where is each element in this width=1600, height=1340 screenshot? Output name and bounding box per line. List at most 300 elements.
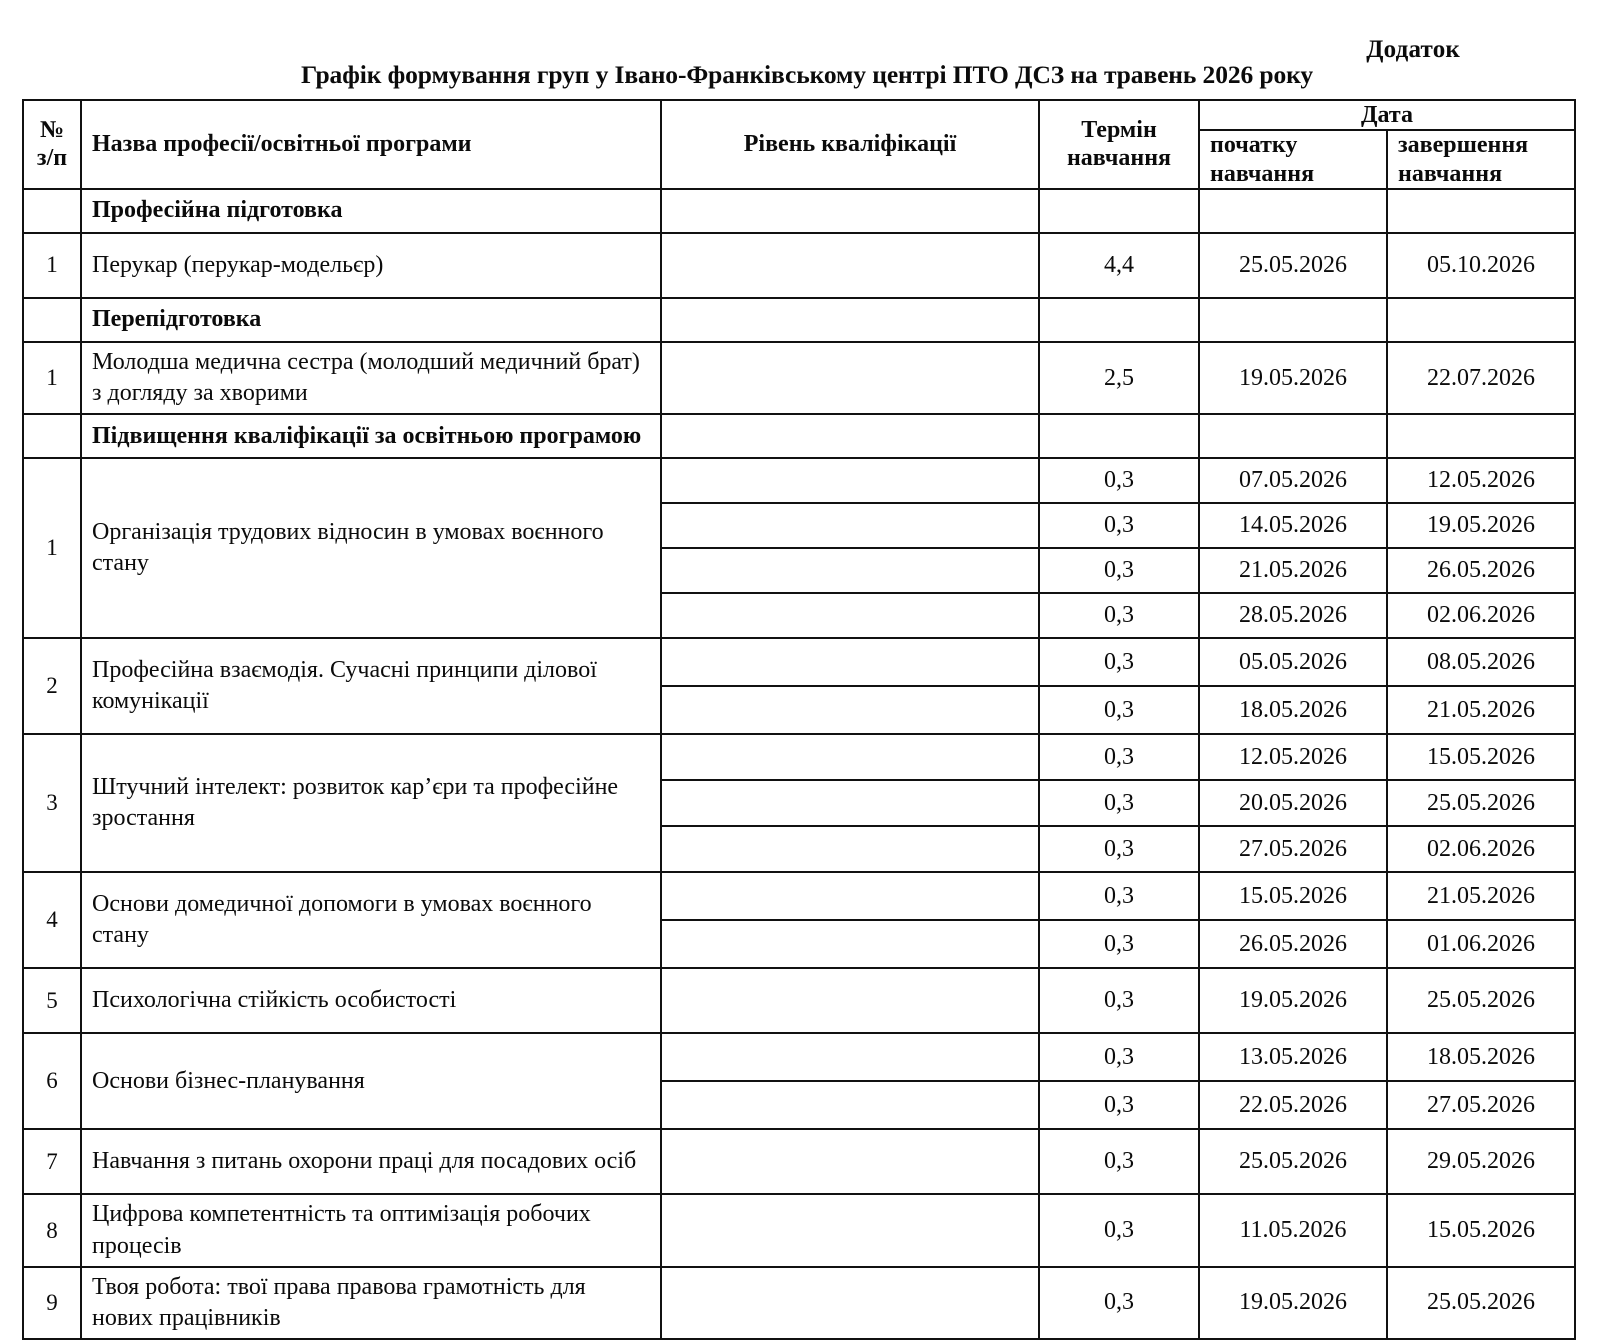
level-slot-row [662,1034,1038,1081]
term-slot-row [1040,639,1198,686]
end-date-slot-row [1388,873,1574,920]
start-date-value: 26.05.2026 [1200,920,1386,967]
level-value [662,826,1038,871]
program-name: Штучний інтелект: розвиток кар’єри та професійне зростання [92,774,619,832]
start-date-slot-row [1200,548,1386,593]
start-date-slots [1200,1271,1386,1334]
row-num: 5 [46,987,58,1013]
level-slot-row [662,347,1038,410]
row-start-cell [1199,872,1387,968]
end-date-slots [1388,735,1574,871]
row-name-cell [81,968,661,1033]
term-slot-row [1040,826,1198,871]
end-date-slot-row [1388,920,1574,967]
term-value: 0,3 [1040,826,1198,871]
start-date-slot-row [1200,1130,1386,1193]
term-slot-row [1040,234,1198,297]
section-header-row [23,298,1575,342]
program-name: Твоя робота: твої права правова грамотність для нових працівників [92,1273,586,1331]
level-slot-row [662,920,1038,967]
term-value: 0,3 [1040,1034,1198,1081]
row-end-cell [1387,1194,1575,1266]
section-title: Перепідготовка [92,306,262,333]
level-slot-row [662,686,1038,733]
start-date-value: 15.05.2026 [1200,873,1386,920]
term-value: 0,3 [1040,920,1198,967]
row-start-cell [1199,1129,1387,1194]
row-name-cell [81,1194,661,1266]
section-start-cell [1199,298,1387,342]
row-end-cell [1387,872,1575,968]
row-start-cell [1199,968,1387,1033]
row-num: 2 [46,673,58,699]
start-date-slot-row [1200,459,1386,503]
end-date-slot-row [1388,1199,1574,1262]
term-slot-row [1040,1081,1198,1128]
level-value [662,234,1038,297]
end-date-value: 12.05.2026 [1388,459,1574,503]
end-date-slot-row [1388,735,1574,780]
level-slot-row [662,735,1038,780]
row-end-cell [1387,1033,1575,1129]
section-level-cell [661,414,1039,458]
term-slots [1040,1271,1198,1334]
header-date-end [1387,130,1575,189]
level-slot-row [662,1271,1038,1334]
end-date-value: 21.05.2026 [1388,686,1574,733]
header-date-start-line2: навчання [1210,160,1315,187]
header-date-end-line1: завершення [1398,132,1529,159]
start-date-slots [1200,347,1386,410]
level-slots [662,1199,1038,1262]
end-date-slot-row [1388,1271,1574,1334]
section-term-cell [1039,298,1199,342]
term-slot-row [1040,735,1198,780]
level-slots [662,873,1038,967]
end-date-value: 08.05.2026 [1388,639,1574,686]
row-term-cell [1039,968,1199,1033]
program-name: Психологічна стійкість особистості [92,987,457,1014]
program-name: Навчання з питань охорони праці для посадових осіб [92,1148,637,1175]
start-date-value: 18.05.2026 [1200,686,1386,733]
table-row [23,638,1575,734]
row-num-cell [23,1194,81,1266]
row-term-cell [1039,1267,1199,1339]
start-date-value: 28.05.2026 [1200,593,1386,637]
end-date-slot-row [1388,639,1574,686]
table-row [23,734,1575,872]
header-term-line1: Термін [1081,117,1157,144]
start-date-slots [1200,1034,1386,1128]
start-date-slots [1200,234,1386,297]
term-slot-row [1040,780,1198,826]
section-start-cell [1199,414,1387,458]
row-term-cell [1039,734,1199,872]
level-value [662,593,1038,637]
header-date-start-line1: початку [1210,132,1298,159]
start-date-slot-row [1200,234,1386,297]
section-term-cell [1039,414,1199,458]
start-date-slots [1200,1199,1386,1262]
start-date-value: 22.05.2026 [1200,1081,1386,1128]
end-date-slot-row [1388,234,1574,297]
term-slots [1040,1034,1198,1128]
end-date-slot-row [1388,1081,1574,1128]
term-slots [1040,459,1198,637]
start-date-value: 20.05.2026 [1200,780,1386,826]
row-num-cell [23,638,81,734]
term-value: 0,3 [1040,548,1198,593]
row-level-cell [661,872,1039,968]
row-num: 6 [46,1068,58,1094]
table-body [23,189,1575,1339]
header-date-group: Дата [1199,100,1575,130]
end-date-value: 02.06.2026 [1388,826,1574,871]
end-date-value: 21.05.2026 [1388,873,1574,920]
level-value [662,735,1038,780]
level-slots [662,234,1038,297]
start-date-slot-row [1200,639,1386,686]
end-date-slot-row [1388,1034,1574,1081]
row-level-cell [661,968,1039,1033]
start-date-slots [1200,1130,1386,1193]
level-value [662,1271,1038,1334]
row-num-cell [23,1129,81,1194]
row-level-cell [661,638,1039,734]
row-num: 9 [46,1289,58,1315]
section-level-cell [661,189,1039,233]
level-slot-row [662,780,1038,826]
table-row [23,872,1575,968]
term-slots [1040,347,1198,410]
start-date-value: 25.05.2026 [1200,1130,1386,1193]
term-value: 0,3 [1040,1081,1198,1128]
term-value: 0,3 [1040,503,1198,548]
end-date-slots [1388,873,1574,967]
term-slot-row [1040,1199,1198,1262]
table-row [23,233,1575,298]
page-title: Графік формування груп у Івано-Франківському центрі ПТО ДСЗ на травень 2026 року [300,60,1314,89]
level-slot-row [662,503,1038,548]
level-value [662,639,1038,686]
level-slot-row [662,639,1038,686]
end-date-value: 18.05.2026 [1388,1034,1574,1081]
row-end-cell [1387,1267,1575,1339]
program-name: Цифрова компетентність та оптимізація робочих процесів [92,1201,591,1259]
end-date-slots [1388,1199,1574,1262]
row-name-cell [81,342,661,414]
end-date-value: 25.05.2026 [1388,780,1574,826]
header-name: Назва професії/освітньої програми [81,100,661,189]
header-num [23,100,81,189]
section-title-cell [81,189,661,233]
row-term-cell [1039,872,1199,968]
start-date-value: 19.05.2026 [1200,347,1386,410]
end-date-slot-row [1388,347,1574,410]
row-start-cell [1199,342,1387,414]
header-term [1039,100,1199,189]
header-level: Рівень кваліфікації [661,100,1039,189]
level-value [662,969,1038,1032]
end-date-slot-row [1388,780,1574,826]
term-slots [1040,1199,1198,1262]
row-end-cell [1387,638,1575,734]
end-date-slots [1388,1130,1574,1193]
level-slot-row [662,1130,1038,1193]
term-slot-row [1040,1130,1198,1193]
start-date-value: 14.05.2026 [1200,503,1386,548]
term-value: 0,3 [1040,459,1198,503]
header-term-line2: навчання [1066,145,1172,172]
end-date-slots [1388,347,1574,410]
term-slots [1040,639,1198,733]
start-date-slot-row [1200,503,1386,548]
section-end-cell [1387,298,1575,342]
program-name: Організація трудових відносин в умовах воєнного стану [92,519,604,577]
start-date-slots [1200,459,1386,637]
row-level-cell [661,342,1039,414]
row-num: 1 [46,535,58,561]
end-date-value: 25.05.2026 [1388,969,1574,1032]
level-slot-row [662,969,1038,1032]
table-row [23,342,1575,414]
level-value [662,347,1038,410]
row-name-cell [81,638,661,734]
end-date-value: 15.05.2026 [1388,735,1574,780]
row-num-cell [23,342,81,414]
end-date-value: 27.05.2026 [1388,1081,1574,1128]
level-value [662,459,1038,503]
row-level-cell [661,1194,1039,1266]
end-date-slot-row [1388,686,1574,733]
section-header-row [23,189,1575,233]
level-value [662,873,1038,920]
start-date-value: 19.05.2026 [1200,1271,1386,1334]
header-num-line1: № [39,117,65,144]
program-name: Основи бізнес-планування [92,1067,365,1094]
row-end-cell [1387,233,1575,298]
end-date-value: 26.05.2026 [1388,548,1574,593]
start-date-slot-row [1200,686,1386,733]
row-start-cell [1199,233,1387,298]
level-slot-row [662,1081,1038,1128]
start-date-slot-row [1200,873,1386,920]
table-row [23,968,1575,1033]
term-value: 0,3 [1040,1271,1198,1334]
row-num: 3 [46,790,58,816]
end-date-slot-row [1388,826,1574,871]
level-value [662,1034,1038,1081]
header-date-end-line2: навчання [1398,160,1503,187]
level-slots [662,1034,1038,1128]
end-date-slots [1388,459,1574,637]
start-date-value: 27.05.2026 [1200,826,1386,871]
row-start-cell [1199,734,1387,872]
term-slots [1040,234,1198,297]
start-date-slot-row [1200,780,1386,826]
row-num: 1 [46,252,58,278]
row-num: 1 [46,365,58,391]
start-date-value: 07.05.2026 [1200,459,1386,503]
section-level-cell [661,298,1039,342]
row-num: 4 [46,907,58,933]
section-header-row [23,414,1575,458]
start-date-value: 21.05.2026 [1200,548,1386,593]
program-name: Основи домедичної допомоги в умовах воєнного стану [92,891,592,949]
section-end-cell [1387,414,1575,458]
level-value [662,548,1038,593]
level-slots [662,459,1038,637]
row-num-cell [23,734,81,872]
row-end-cell [1387,458,1575,638]
start-date-slot-row [1200,1199,1386,1262]
section-num-cell [23,189,81,233]
term-slots [1040,735,1198,871]
row-num-cell [23,1267,81,1339]
row-level-cell [661,1267,1039,1339]
header-row-primary [23,100,1575,130]
start-date-slot-row [1200,920,1386,967]
end-date-value: 02.06.2026 [1388,593,1574,637]
level-value [662,920,1038,967]
row-num: 7 [46,1148,58,1174]
table-row [23,458,1575,638]
program-name: Професійна взаємодія. Сучасні принципи ділової комунікації [92,657,597,715]
term-slot-row [1040,347,1198,410]
term-value: 4,4 [1040,234,1198,297]
row-level-cell [661,734,1039,872]
term-value: 0,3 [1040,593,1198,637]
level-slots [662,969,1038,1032]
start-date-slot-row [1200,1034,1386,1081]
term-value: 2,5 [1040,347,1198,410]
table-row [23,1033,1575,1129]
row-term-cell [1039,1194,1199,1266]
row-name-cell [81,1129,661,1194]
row-level-cell [661,1033,1039,1129]
row-name-cell [81,872,661,968]
end-date-value: 19.05.2026 [1388,503,1574,548]
level-slot-row [662,548,1038,593]
row-num-cell [23,233,81,298]
table-row [23,1194,1575,1266]
end-date-slot-row [1388,1130,1574,1193]
row-end-cell [1387,968,1575,1033]
row-term-cell [1039,1129,1199,1194]
level-slot-row [662,826,1038,871]
end-date-slots [1388,1034,1574,1128]
row-level-cell [661,1129,1039,1194]
start-date-value: 11.05.2026 [1200,1199,1386,1262]
program-name: Молодша медична сестра (молодший медичний брат) з догляду за хворими [92,348,640,407]
row-level-cell [661,233,1039,298]
end-date-slot-row [1388,503,1574,548]
row-term-cell [1039,342,1199,414]
row-num-cell [23,968,81,1033]
row-term-cell [1039,638,1199,734]
term-slot-row [1040,686,1198,733]
start-date-value: 13.05.2026 [1200,1034,1386,1081]
start-date-slot-row [1200,1081,1386,1128]
table-head [23,100,1575,189]
appendix-label: Додаток [1366,36,1460,63]
start-date-value: 12.05.2026 [1200,735,1386,780]
term-slots [1040,1130,1198,1193]
row-term-cell [1039,458,1199,638]
term-value: 0,3 [1040,639,1198,686]
term-value: 0,3 [1040,1199,1198,1262]
term-slot-row [1040,1271,1198,1334]
level-slot-row [662,873,1038,920]
term-slot-row [1040,920,1198,967]
row-term-cell [1039,1033,1199,1129]
table-row [23,1129,1575,1194]
end-date-value: 25.05.2026 [1388,1271,1574,1334]
end-date-value: 15.05.2026 [1388,1199,1574,1262]
end-date-slots [1388,969,1574,1032]
term-value: 0,3 [1040,1130,1198,1193]
row-name-cell [81,1267,661,1339]
term-slot-row [1040,593,1198,637]
row-name-cell [81,233,661,298]
end-date-slot-row [1388,459,1574,503]
term-slot-row [1040,1034,1198,1081]
level-value [662,503,1038,548]
term-slot-row [1040,873,1198,920]
row-name-cell [81,734,661,872]
table-row [23,1267,1575,1339]
start-date-slots [1200,735,1386,871]
end-date-slots [1388,639,1574,733]
start-date-slot-row [1200,969,1386,1032]
section-title-cell [81,414,661,458]
section-title: Підвищення кваліфікації за освітньою програмою [92,422,642,449]
level-value [662,1081,1038,1128]
section-term-cell [1039,189,1199,233]
level-slot-row [662,593,1038,637]
level-slots [662,639,1038,733]
header-date-start [1199,130,1387,189]
end-date-slot-row [1388,969,1574,1032]
level-value [662,686,1038,733]
row-end-cell [1387,734,1575,872]
start-date-slots [1200,969,1386,1032]
end-date-value: 05.10.2026 [1388,234,1574,297]
section-end-cell [1387,189,1575,233]
level-value [662,1199,1038,1262]
schedule-table-container [22,99,1574,1340]
row-start-cell [1199,638,1387,734]
row-start-cell [1199,458,1387,638]
row-level-cell [661,458,1039,638]
term-slot-row [1040,548,1198,593]
start-date-slot-row [1200,1271,1386,1334]
end-date-value: 22.07.2026 [1388,347,1574,410]
level-slots [662,1130,1038,1193]
start-date-value: 05.05.2026 [1200,639,1386,686]
start-date-value: 19.05.2026 [1200,969,1386,1032]
term-slots [1040,873,1198,967]
end-date-slots [1388,234,1574,297]
level-value [662,780,1038,826]
term-value: 0,3 [1040,873,1198,920]
section-title-cell [81,298,661,342]
row-end-cell [1387,1129,1575,1194]
section-num-cell [23,298,81,342]
header-num-line2: з/п [36,145,68,172]
row-num: 8 [46,1217,58,1243]
row-name-cell [81,1033,661,1129]
